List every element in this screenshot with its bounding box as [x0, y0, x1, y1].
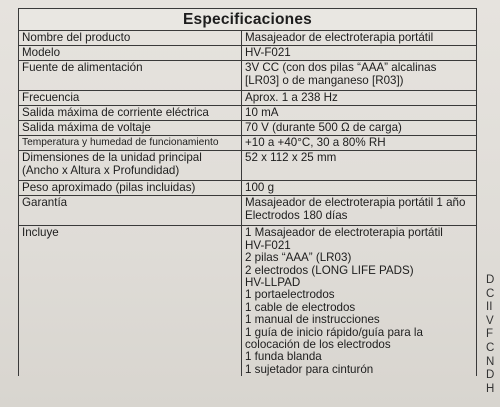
row-value-product-name: Masajeador de electroterapia portátil	[242, 31, 477, 46]
row-label-product-name: Nombre del producto	[19, 31, 242, 46]
row-value-warranty: Masajeador de electroterapia portátil 1 año Electrodos 180 días	[242, 196, 477, 226]
row-label-includes: Incluye	[19, 226, 242, 376]
table-row	[19, 181, 477, 196]
table-title-row	[19, 9, 477, 31]
row-label-operating-conditions: Temperatura y humedad de funcionamiento	[19, 136, 242, 151]
cut-off-adjacent-text: D C II V F C N D H	[486, 274, 495, 395]
row-label-dimensions: Dimensiones de la unidad principal (Ancho x Altura x Profundidad)	[19, 151, 242, 181]
row-label-power-source: Fuente de alimentación	[19, 61, 242, 91]
row-value-frequency: Aprox. 1 a 238 Hz	[242, 91, 477, 106]
row-value-max-voltage: 70 V (durante 500 Ω de carga)	[242, 121, 477, 136]
table-row	[19, 226, 477, 376]
table-row	[19, 196, 477, 226]
table-row	[19, 91, 477, 106]
table-row	[19, 61, 477, 91]
row-value-includes: 1 Masajeador de electroterapia portátil HV-F021 2 pilas “AAA” (LR03) 2 electrodos (LONG LIFE PADS) HV-LLPAD 1 portaelectrodos 1 cable de electrodos 1 manual de instrucciones 1 guía de inicio rápido/guía para la colocación de los electrodos 1 funda blanda 1 sujetador para cinturón	[242, 226, 477, 376]
row-label-model: Modelo	[19, 46, 242, 61]
row-value-model: HV-F021	[242, 46, 477, 61]
row-value-weight: 100 g	[242, 181, 477, 196]
table-title: Especificaciones	[19, 9, 477, 31]
table-row	[19, 151, 477, 181]
table-row	[19, 31, 477, 46]
table-row	[19, 136, 477, 151]
row-value-operating-conditions: +10 a +40°C, 30 a 80% RH	[242, 136, 477, 151]
table-row	[19, 46, 477, 61]
specifications-table	[18, 8, 477, 376]
row-label-max-voltage: Salida máxima de voltaje	[19, 121, 242, 136]
row-value-max-current: 10 mA	[242, 106, 477, 121]
row-value-power-source: 3V CC (con dos pilas “AAA” alcalinas [LR03] o de manganeso [R03])	[242, 61, 477, 91]
row-label-frequency: Frecuencia	[19, 91, 242, 106]
row-label-warranty: Garantía	[19, 196, 242, 226]
row-label-weight: Peso aproximado (pilas incluidas)	[19, 181, 242, 196]
row-value-dimensions: 52 x 112 x 25 mm	[242, 151, 477, 181]
table-row	[19, 106, 477, 121]
table-row	[19, 121, 477, 136]
row-label-max-current: Salida máxima de corriente eléctrica	[19, 106, 242, 121]
